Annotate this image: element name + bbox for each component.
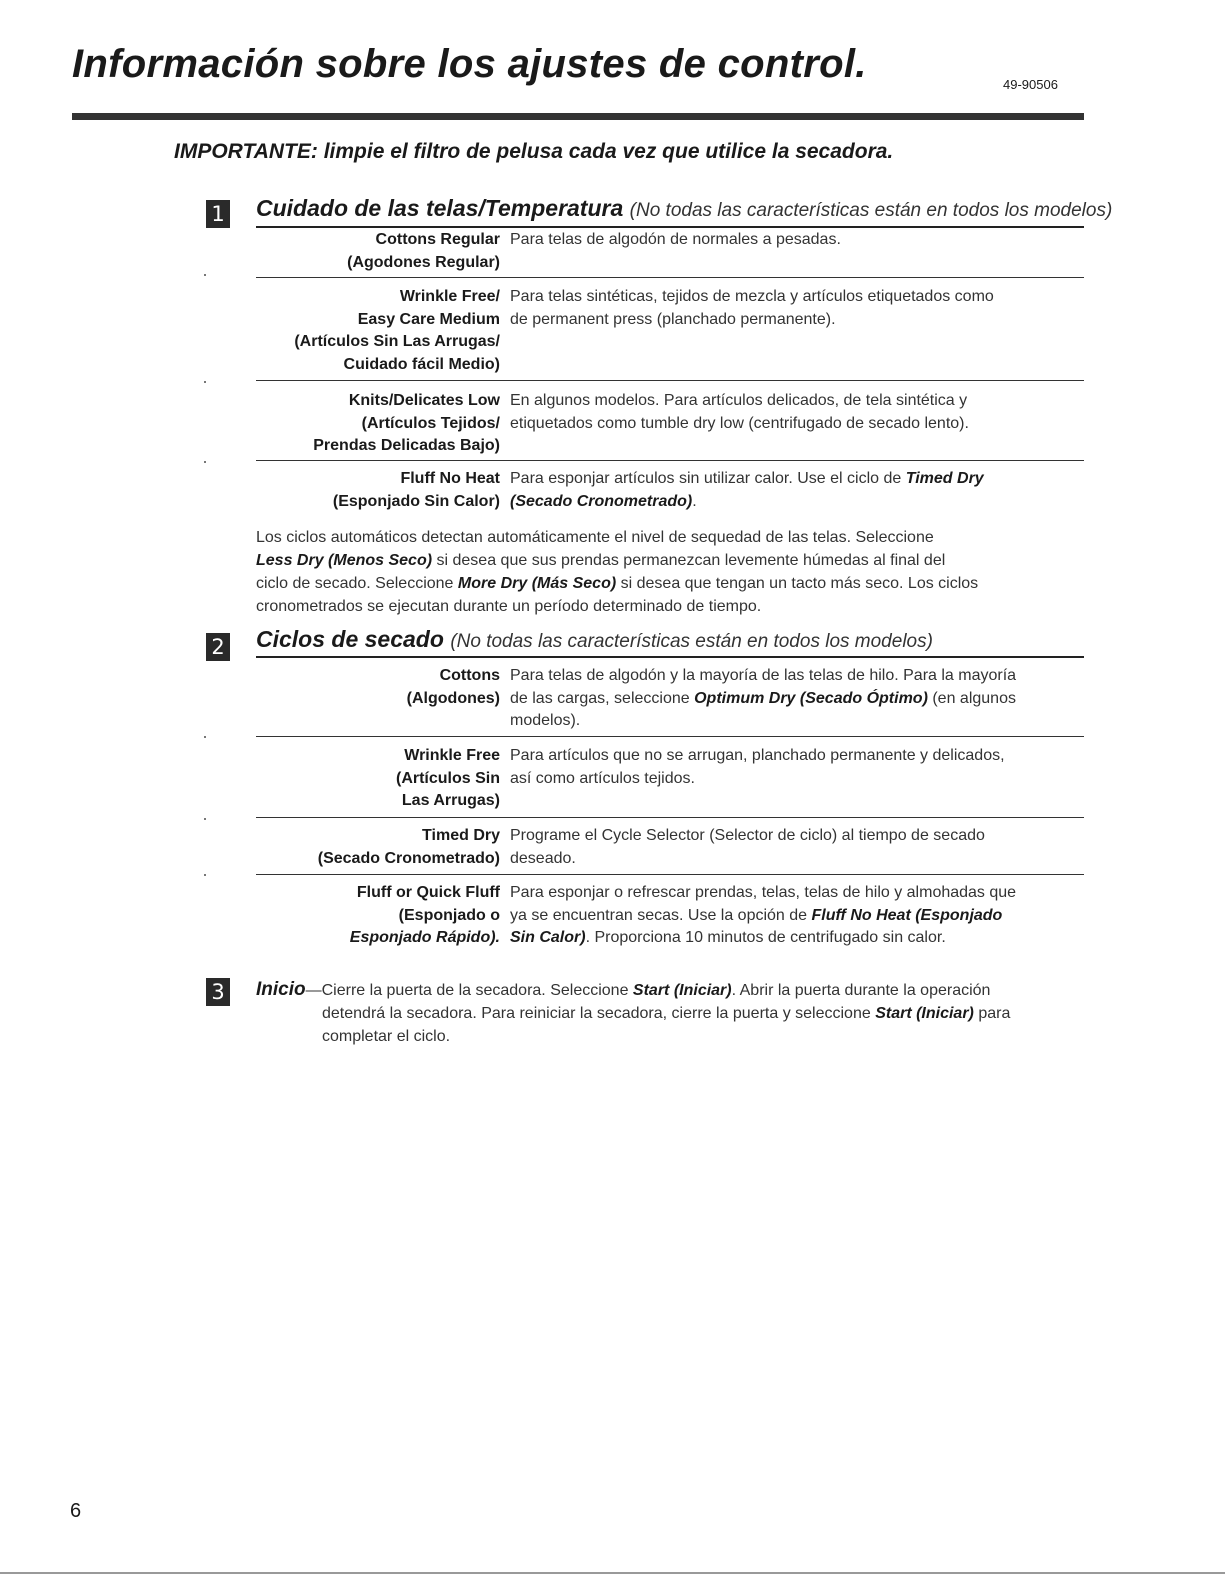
emphasis-text: Optimum Dry (Secado Óptimo) xyxy=(694,689,928,707)
automatic-cycles-paragraph xyxy=(256,526,1084,618)
description-line: Para telas de algodón de normales a pesadas. xyxy=(510,231,841,248)
description-text: . Proporciona 10 minutos de centrifugado sin calor. xyxy=(585,929,946,946)
term-line: Wrinkle Free xyxy=(404,747,500,764)
margin-mark xyxy=(204,736,206,738)
section-2-badge: 2 xyxy=(206,633,230,661)
description-line: Para artículos que no se arrugan, planchado permanente y delicados, xyxy=(510,747,1005,764)
row-divider xyxy=(256,817,1084,818)
term-line: Cottons xyxy=(439,667,500,684)
section-2-note: (No todas las características están en todos los modelos) xyxy=(450,631,933,652)
term-line: (Secado Cronometrado) xyxy=(317,849,500,867)
wrinkle-free-easy-care-term xyxy=(256,286,500,376)
term-line: Las Arrugas) xyxy=(401,792,500,809)
paragraph-line xyxy=(256,572,1084,595)
term-line: Wrinkle Free/ xyxy=(399,288,500,305)
timed-dry-term xyxy=(256,825,500,870)
description-line: Para esponjar o refrescar prendas, telas, telas de hilo y almohadas que xyxy=(510,884,1017,901)
bottom-rule xyxy=(0,1572,1225,1574)
term-line: Cottons Regular xyxy=(375,231,500,248)
paragraph-text: ciclo de secado. Seleccione xyxy=(256,575,458,592)
description-line: deseado. xyxy=(510,849,576,867)
description-text: ya se encuentran secas. Use la opción de xyxy=(510,906,812,924)
paragraph-text: detendrá la secadora. Para reiniciar la secadora, cierre la puerta y seleccione xyxy=(322,1005,876,1022)
cottons-term xyxy=(256,665,500,710)
paragraph-line xyxy=(256,1002,1086,1025)
term-line: Cuidado fácil Medio) xyxy=(343,355,500,373)
title-rule xyxy=(72,113,1084,120)
term-line: Fluff No Heat xyxy=(400,470,500,487)
paragraph-line: cronometrados se ejecutan durante un período determinado de tiempo. xyxy=(256,598,762,615)
wrinkle-free-easy-care-description xyxy=(510,286,1084,331)
paragraph-text: para xyxy=(973,1005,1011,1022)
timed-dry-description xyxy=(510,825,1084,870)
description-line: En algunos modelos. Para artículos delicados, de tela sintética y xyxy=(510,392,968,409)
emphasis-text: Timed Dry xyxy=(905,470,984,487)
emphasis-text: (Secado Cronometrado) xyxy=(510,492,693,510)
term-line: (Agodones Regular) xyxy=(347,253,500,271)
description-line: de permanent press (planchado permanente). xyxy=(510,310,836,328)
term-line: (Artículos Sin xyxy=(395,769,500,787)
term-line: (Esponjado Sin Calor) xyxy=(332,492,500,510)
paragraph-text: si desea que tengan un tacto más seco. Los ciclos xyxy=(616,575,979,592)
description-line xyxy=(510,927,1084,950)
term-line: (Artículos Sin Las Arrugas/ xyxy=(294,333,500,350)
section-2-rule xyxy=(256,656,1084,658)
cottons-regular-description xyxy=(510,229,1084,252)
row-divider xyxy=(256,736,1084,737)
cottons-description xyxy=(510,665,1084,733)
emphasis-text: More Dry (Más Seco) xyxy=(457,575,617,592)
row-divider xyxy=(256,277,1084,278)
fluff-quick-fluff-term xyxy=(256,882,500,950)
term-line: Knits/Delicates Low xyxy=(348,392,500,409)
cottons-regular-term xyxy=(256,229,500,274)
description-line: Programe el Cycle Selector (Selector de ciclo) al tiempo de secado xyxy=(510,827,985,844)
description-text: . xyxy=(692,492,697,510)
paragraph-line: Los ciclos automáticos detectan automáticamente el nivel de sequedad de las telas. Seleccione xyxy=(256,529,934,546)
term-line: Fluff or Quick Fluff xyxy=(356,884,500,901)
paragraph-line: completar el ciclo. xyxy=(322,1028,451,1045)
page-title: Información sobre los ajustes de control. xyxy=(72,42,867,86)
term-line: Easy Care Medium xyxy=(357,310,500,328)
description-line xyxy=(510,491,1084,514)
term-line: (Esponjado o xyxy=(398,906,500,924)
paragraph-line xyxy=(256,978,1086,1002)
row-divider xyxy=(256,460,1084,461)
fluff-no-heat-term xyxy=(256,468,500,513)
section-1-rule xyxy=(256,226,1084,228)
page-number: 6 xyxy=(70,1500,82,1522)
wrinkle-free-description xyxy=(510,745,1084,790)
margin-mark xyxy=(204,461,206,463)
term-line: Prendas Delicadas Bajo) xyxy=(313,437,500,454)
knits-delicates-description xyxy=(510,390,1084,435)
description-text: (en algunos xyxy=(927,689,1016,707)
section-2-title: Ciclos de secado xyxy=(256,626,444,652)
term-line: (Artículos Tejidos/ xyxy=(361,414,500,432)
description-line: etiquetados como tumble dry low (centrifugado de secado lento). xyxy=(510,414,969,432)
description-line: Para telas de algodón y la mayoría de las telas de hilo. Para la mayoría xyxy=(510,667,1017,684)
paragraph-text: . Abrir la puerta durante la operación xyxy=(731,982,991,999)
emphasis-text: Fluff No Heat (Esponjado xyxy=(811,906,1003,924)
term-line: (Algodones) xyxy=(406,689,500,707)
section-1-badge: 1 xyxy=(206,200,230,228)
emphasis-text: Less Dry (Menos Seco) xyxy=(256,552,433,569)
section-2-heading xyxy=(256,626,933,653)
emphasis-text: Sin Calor) xyxy=(510,929,586,946)
emphasis-text: Start (Iniciar) xyxy=(875,1005,974,1022)
margin-mark xyxy=(204,874,206,876)
term-line: Timed Dry xyxy=(422,827,500,844)
fluff-quick-fluff-description xyxy=(510,882,1084,950)
section-3-inicio xyxy=(256,978,1086,1048)
description-line: así como artículos tejidos. xyxy=(510,769,695,787)
section-3-badge: 3 xyxy=(206,978,230,1006)
paragraph-text: si desea que sus prendas permanezcan levemente húmedas al final del xyxy=(432,552,946,569)
paragraph-text: —Cierre la puerta de la secadora. Seleccione xyxy=(305,982,633,999)
description-line xyxy=(510,468,1084,491)
margin-mark xyxy=(204,381,206,383)
section-1-title: Cuidado de las telas/Temperatura xyxy=(256,195,624,221)
important-note: IMPORTANTE: limpie el filtro de pelusa cada vez que utilice la secadora. xyxy=(174,140,894,163)
margin-mark xyxy=(204,818,206,820)
description-line: Para telas sintéticas, tejidos de mezcla y artículos etiquetados como xyxy=(510,288,994,305)
fluff-no-heat-description xyxy=(510,468,1084,513)
description-line: modelos). xyxy=(510,712,581,729)
section-1-heading xyxy=(256,195,1112,222)
term-line: Esponjado Rápido). xyxy=(349,929,500,946)
description-text: de las cargas, seleccione xyxy=(510,689,695,707)
row-divider xyxy=(256,380,1084,381)
emphasis-text: Start (Iniciar) xyxy=(632,982,732,999)
wrinkle-free-term xyxy=(256,745,500,813)
knits-delicates-term xyxy=(256,390,500,458)
description-line xyxy=(510,688,1084,711)
row-divider xyxy=(256,874,1084,875)
paragraph-line xyxy=(256,549,1084,572)
description-text: Para esponjar artículos sin utilizar calor. Use el ciclo de xyxy=(510,470,906,487)
document-number: 49-90506 xyxy=(1003,77,1058,92)
section-3-title: Inicio xyxy=(256,979,306,1000)
section-1-note: (No todas las características están en todos los modelos) xyxy=(629,200,1113,221)
margin-mark xyxy=(204,274,206,276)
description-line xyxy=(510,905,1084,928)
